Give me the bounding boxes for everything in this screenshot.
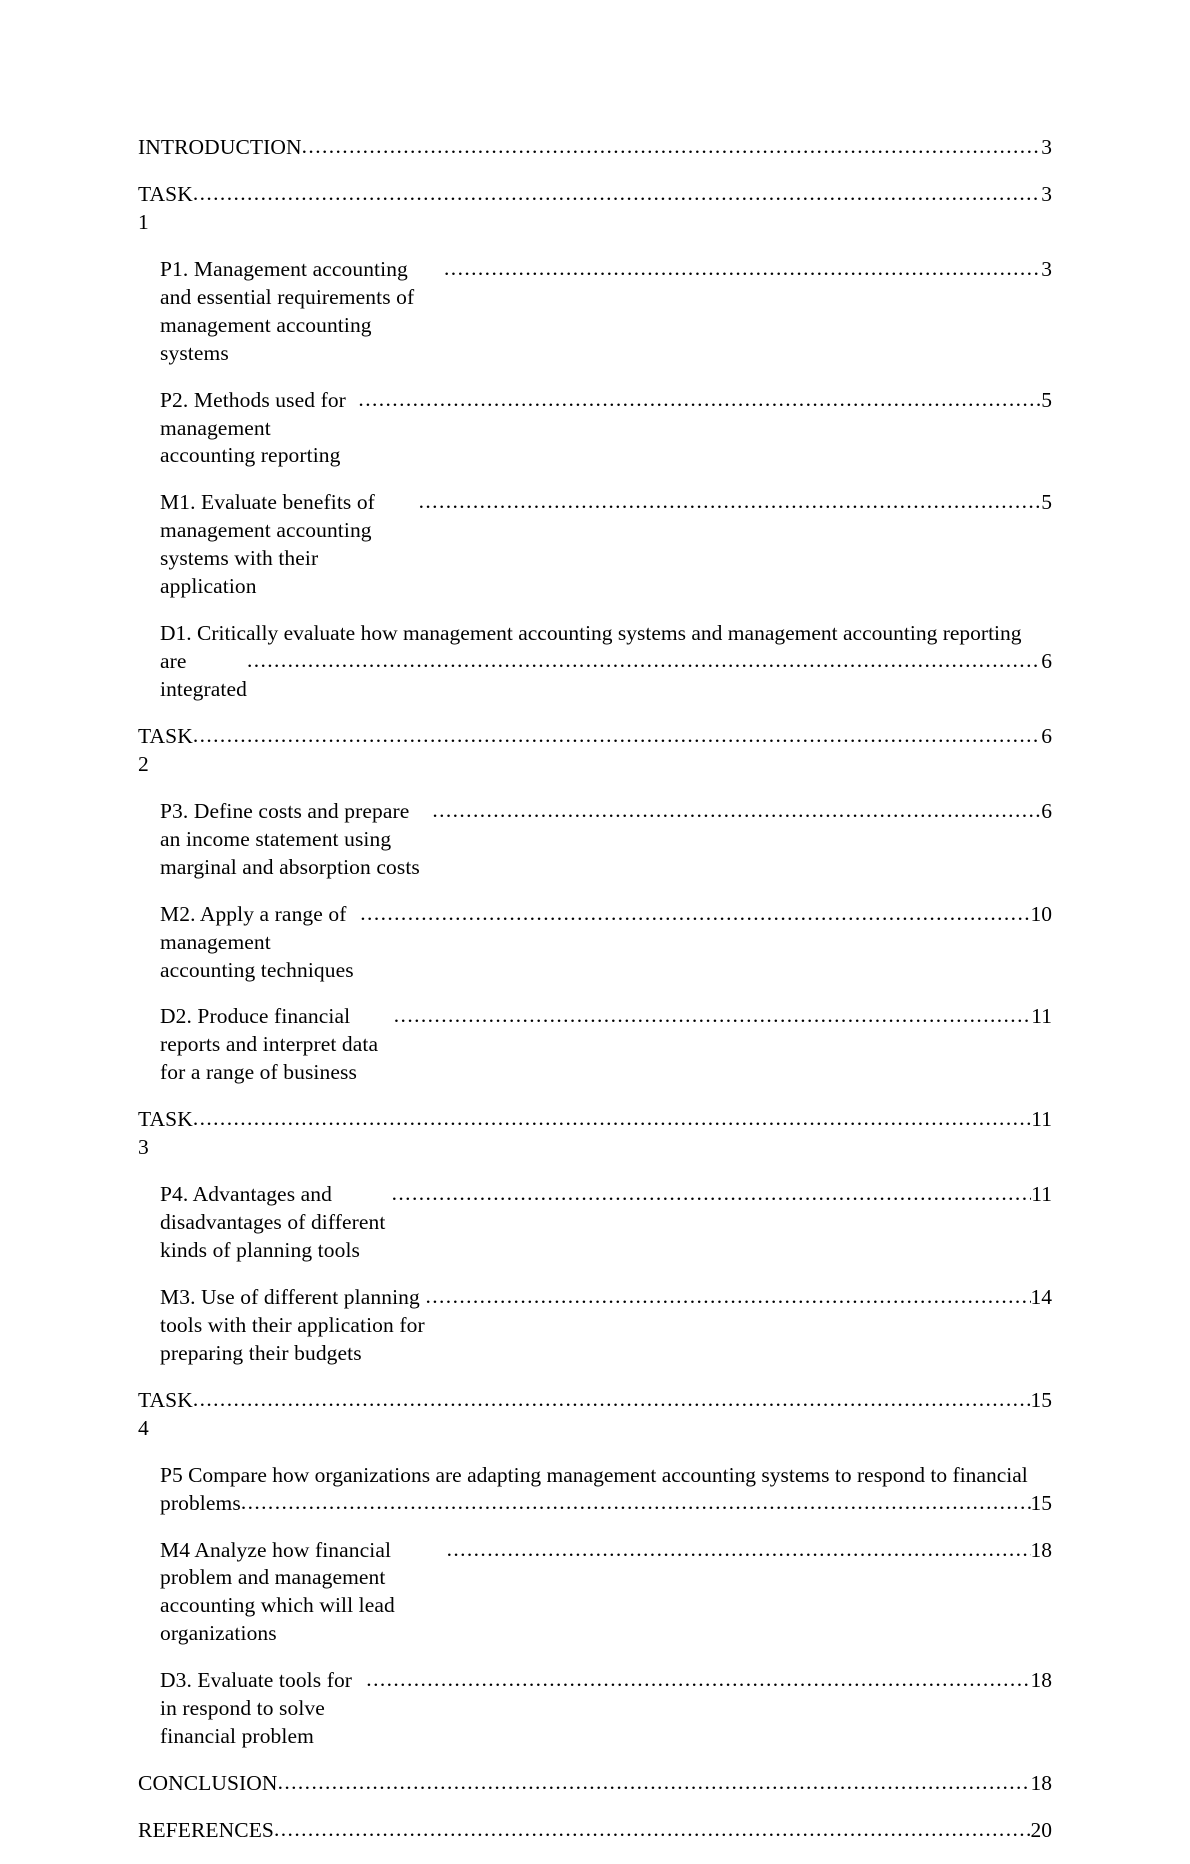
toc-page-number: 6 [1041,723,1052,748]
toc-entry-title: P3. Define costs and prepare an income statement using marginal and absorption costs [160,798,420,879]
table-of-contents [138,134,1052,1864]
dot-leader [274,1816,1031,1844]
toc-entry-title: REFERENCES [138,1818,274,1842]
toc-entry[interactable] [138,134,1052,181]
toc-entry-title: P2. Methods used for management accounting reporting [160,387,346,468]
toc-page-number: 14 [1030,1284,1052,1309]
toc-page-number: 3 [1041,181,1052,206]
toc-entry[interactable] [138,256,1052,387]
toc-page-number: 5 [1041,490,1052,515]
toc-entry-title: D3. Evaluate tools for in respond to solve financial problem [160,1668,353,1749]
toc-entry-title: TASK 1 [138,181,193,234]
toc-entry[interactable] [138,1770,1052,1817]
toc-page-number: 18 [1030,1668,1052,1693]
dot-leader [193,180,1041,208]
toc-entry-title-continued: are integrated [160,649,247,701]
toc-entry-title-continued: problems [160,1490,241,1515]
toc-page-number: 15 [1030,1387,1052,1412]
dot-leader [302,133,1042,161]
toc-entry-title: CONCLUSION [138,1771,278,1796]
dot-leader [425,1283,1030,1311]
toc-page-number: 11 [1031,1182,1052,1207]
dot-leader [432,797,1041,825]
dot-leader [193,1386,1031,1414]
toc-entry-title: M2. Apply a range of management accounting techniques [160,901,354,982]
toc-entry[interactable] [138,1462,1052,1537]
toc-page-number: 5 [1041,387,1052,412]
toc-entry[interactable] [138,1537,1052,1668]
dot-leader [278,1769,1031,1797]
toc-entry-title: M4 Analyze how financial problem and management accounting which will lead organizations [160,1537,395,1646]
toc-entry-title: P4. Advantages and disadvantages of different kinds of planning tools [160,1182,386,1262]
dot-leader [419,488,1042,516]
toc-page-number: 18 [1030,1771,1052,1796]
toc-entry-title: P5 Compare how organizations are adapting management accounting systems to respond to financial [160,1462,1028,1487]
toc-page-number: 15 [1030,1490,1052,1515]
toc-entry-title: INTRODUCTION [138,135,302,159]
dot-leader [444,255,1041,283]
dot-leader [241,1489,1031,1517]
dot-leader [193,1105,1031,1133]
toc-page-number: 10 [1030,901,1052,926]
toc-page-number: 6 [1041,649,1052,674]
toc-page-number: 11 [1031,1004,1052,1029]
toc-page-number: 20 [1030,1818,1052,1842]
dot-leader [193,722,1041,750]
toc-entry[interactable] [138,1106,1052,1181]
dot-leader [366,1666,1030,1694]
toc-entry[interactable] [138,387,1052,490]
dot-leader [392,1180,1032,1208]
toc-entry[interactable] [138,1667,1052,1770]
toc-entry-title: D1. Critically evaluate how management accounting systems and management accounting reporting [160,621,1022,646]
toc-entry[interactable] [138,1284,1052,1387]
toc-page-number: 18 [1030,1537,1052,1562]
toc-entry-title: TASK 3 [138,1107,193,1160]
toc-entry-title: TASK 4 [138,1387,193,1440]
toc-entry[interactable] [138,798,1052,901]
toc-entry-title: M1. Evaluate benefits of management accounting systems with their application [160,490,375,599]
toc-entry[interactable] [138,1181,1052,1284]
toc-entry[interactable] [138,901,1052,1004]
toc-page-number: 11 [1031,1107,1052,1132]
toc-entry-title: P1. Management accounting and essential requirements of management accounting systems [160,256,415,365]
dot-leader [247,647,1041,675]
dot-leader [394,1002,1032,1030]
toc-entry-title: M3. Use of different planning tools with their application for preparing their budgets [160,1284,425,1365]
toc-entry-title: TASK 2 [138,723,193,776]
toc-entry[interactable] [138,181,1052,256]
toc-entry[interactable] [138,620,1052,723]
toc-entry[interactable] [138,1817,1052,1864]
toc-entry[interactable] [138,1387,1052,1462]
toc-entry[interactable] [138,723,1052,798]
toc-page-number: 3 [1041,256,1052,281]
dot-leader [358,386,1041,414]
dot-leader [360,900,1030,928]
toc-page-number: 6 [1041,798,1052,823]
toc-page-number: 3 [1041,135,1052,159]
toc-entry[interactable] [138,1003,1052,1106]
toc-entry[interactable] [138,489,1052,620]
toc-entry-title: D2. Produce financial reports and interpret data for a range of business [160,1004,379,1085]
